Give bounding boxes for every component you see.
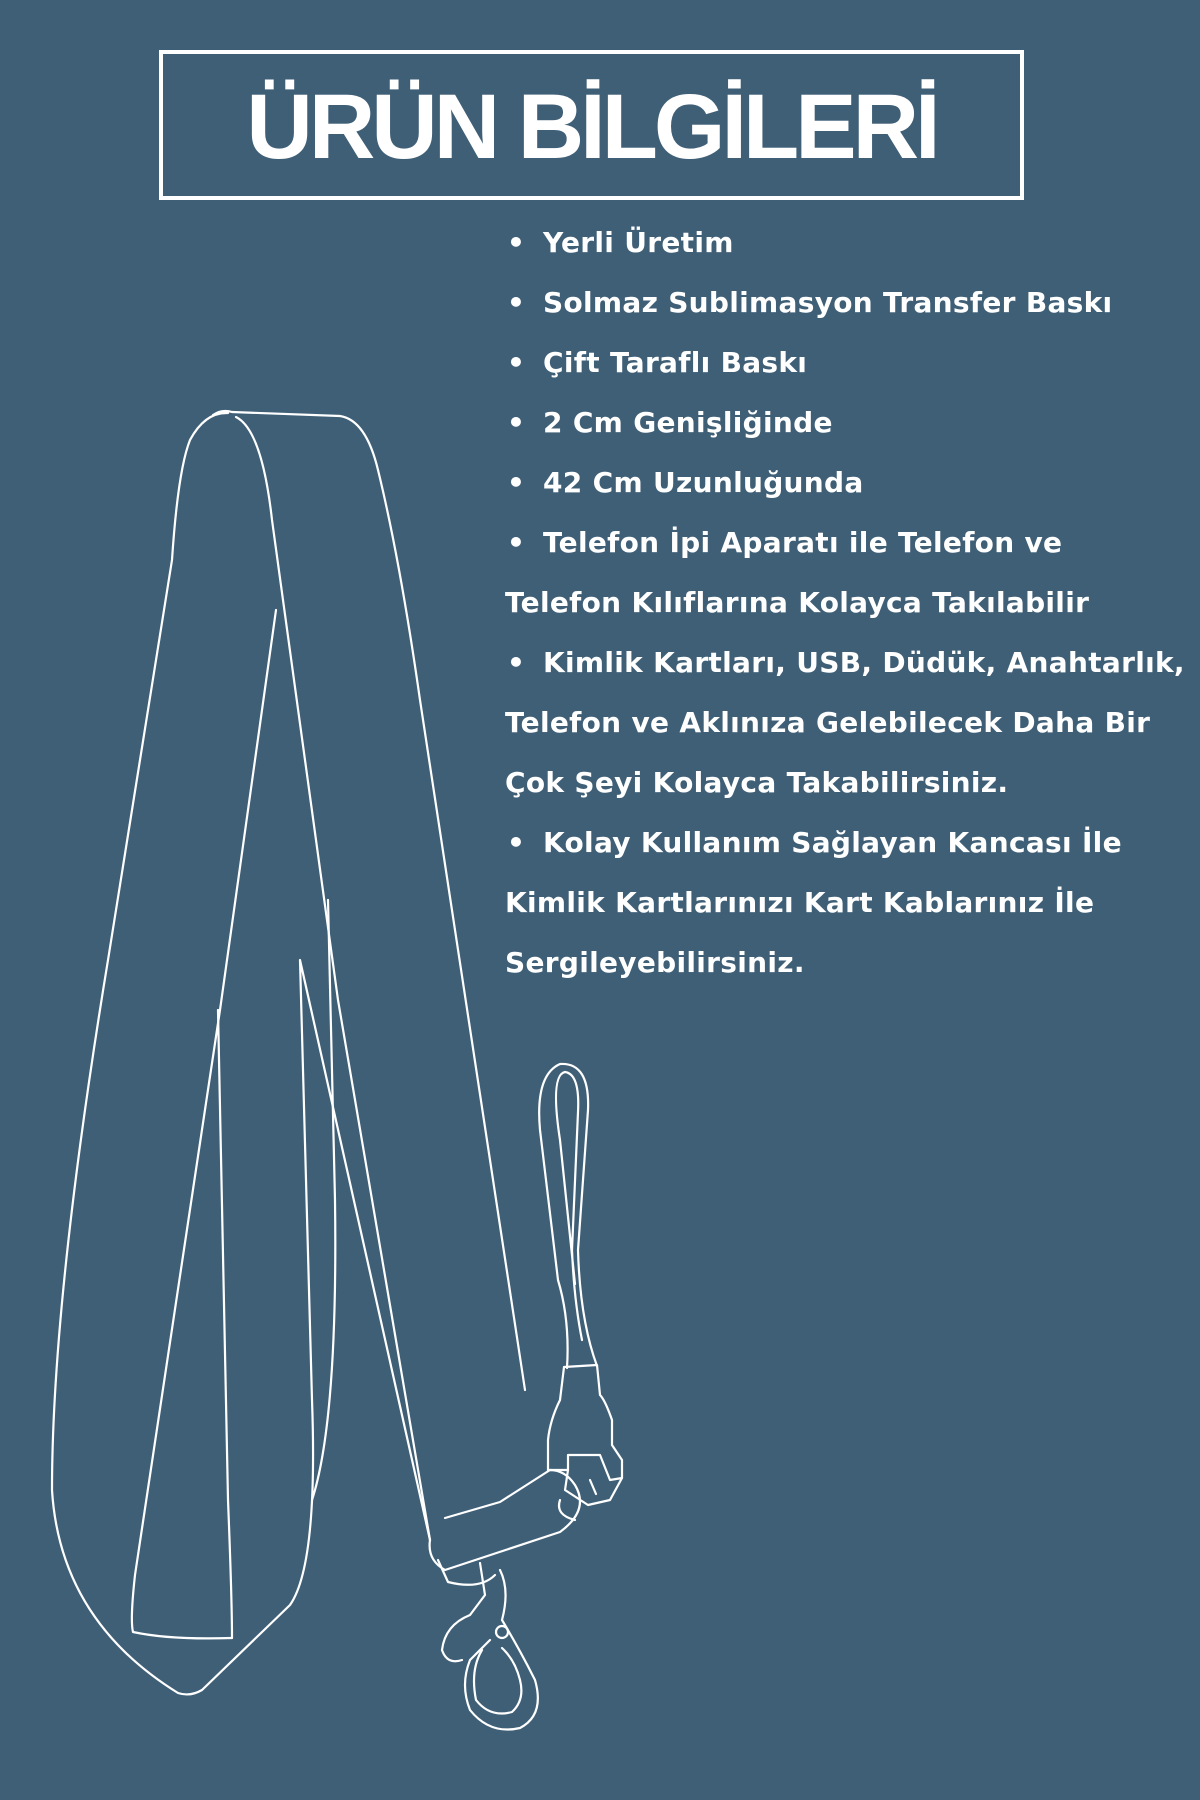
bullet-icon: • [507, 406, 526, 439]
feature-line-continued: Telefon Kılıflarına Kolayca Takılabilir [505, 586, 1090, 619]
strap-outline [52, 413, 430, 1694]
cord-loop-inner [556, 1072, 582, 1340]
bullet-icon: • [507, 286, 526, 319]
bullet-icon: • [507, 226, 526, 259]
hook-body [465, 1570, 538, 1730]
bullet-icon: • [507, 526, 526, 559]
strap-top-fold [213, 411, 525, 1390]
feature-line-continued: Çok Şeyi Kolayca Takabilirsiniz. [505, 766, 1009, 799]
feature-line-continued: Telefon ve Aklınıza Gelebilecek Daha Bir [505, 706, 1151, 739]
buckle-upper [548, 1365, 622, 1480]
feature-text: Kolay Kullanım Sağlayan Kancası İle [543, 826, 1122, 859]
feature-text: Solmaz Sublimasyon Transfer Baskı [543, 286, 1113, 319]
feature-text: Çift Taraflı Baskı [543, 346, 808, 379]
strap-inner-mid [132, 610, 276, 1638]
feature-line-continued: Sergileyebilirsiniz. [505, 946, 805, 979]
bullet-icon: • [507, 646, 526, 679]
bullet-icon: • [507, 466, 526, 499]
feature-text: Kimlik Kartları, USB, Düdük, Anahtarlık, [543, 646, 1185, 679]
hook-gate [474, 1648, 521, 1714]
bullet-icon: • [507, 826, 526, 859]
hook-rivet [496, 1626, 508, 1638]
feature-text: Yerli Üretim [543, 226, 734, 259]
feature-text: 42 Cm Uzunluğunda [543, 466, 864, 499]
hook-ring [430, 1470, 580, 1570]
strap-inner-right [218, 1010, 232, 1638]
bullet-icon: • [507, 346, 526, 379]
feature-line-continued: Kimlik Kartlarınızı Kart Kablarınız İle [505, 886, 1095, 919]
hook-connector [442, 1563, 485, 1661]
feature-text: Telefon İpi Aparatı ile Telefon ve [543, 526, 1063, 559]
feature-text: 2 Cm Genişliğinde [543, 406, 833, 439]
page-title: ÜRÜN BİLGİLERİ [246, 76, 937, 178]
strap-inner-edge [312, 900, 335, 1500]
